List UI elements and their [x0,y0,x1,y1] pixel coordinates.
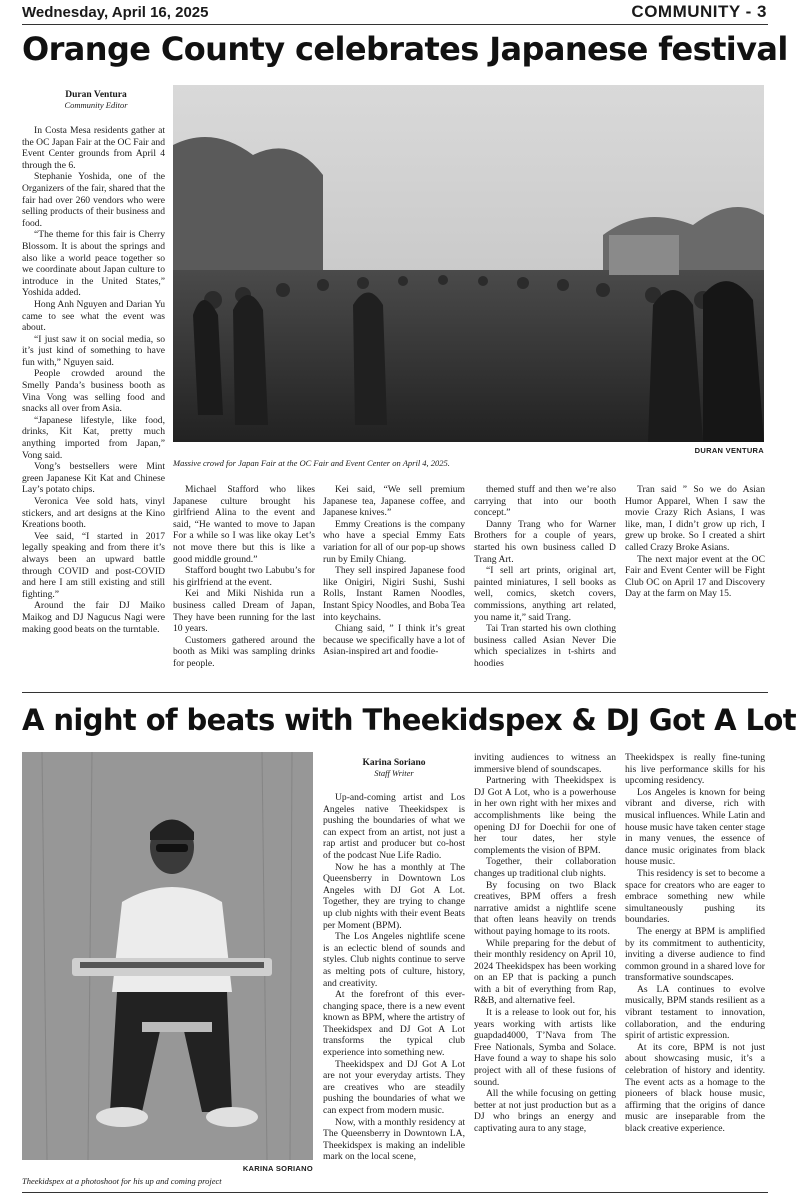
paragraph: Together, their collaboration changes up traditional club nights. [474,856,616,879]
paragraph: All the while focusing on getting better at not just production but as a DJ who brings an energy and captivating aura to any stage, [474,1088,616,1134]
paragraph: “I sell art prints, original art, painted miniatures, I sell books as well, comics, sketch covers, commissions, anything art related, you name it,” said Trang. [474,565,616,623]
footer-rule [22,1192,768,1193]
paragraph: People crowded around the Smelly Panda’s business booth as Vina Vong was selling food and snacks all over from Asia. [22,368,165,415]
story1-column-3 [323,484,465,658]
story1-column-2 [173,484,315,670]
paragraph: Now, with a monthly residency at The Queensberry in Downtown LA, Theekidspex is making an indelible mark on the local scene, [323,1116,465,1163]
story2-column-2 [474,752,616,1135]
paragraph: “I just saw it on social media, so it’s just kind of something to have fun with,” Nguyen said. [22,333,165,368]
story1-caption: Massive crowd for Japan Fair at the OC Fair and Event Center on April 4, 2025. [173,458,450,468]
paragraph: The next major event at the OC Fair and Event Center will be Fight Club OC on April 17 and Discovery Day at the farm on May 15. [625,553,765,600]
paragraph: Customers gathered around the booth as Miki was sampling drinks for people. [173,634,315,669]
paragraph: “The theme for this fair is Cherry Blossom. It is about the springs and also like a world peace together so we coordinate about Japan culture to introduce in the United States,” Yoshida added. [22,229,165,299]
paragraph: Vong’s bestsellers were Mint green Japanese Kit Kat and Chinese Lay’s potato chips. [22,461,165,496]
paragraph: Danny Trang who for Warner Brothers for a couple of years, started his own business called D Trang Art. [474,518,616,565]
paragraph: Chiang said, ” I think it’s great because we specifically have a lot of Asian-inspired art and foodie- [323,623,465,658]
story2-byline [323,758,465,778]
paragraph: At the forefront of this ever-changing space, there is a new event known as BPM, where the artistry of Theekidspex and DJ Got A Lot transforms the typical club experience into something new. [323,989,465,1059]
paragraph: inviting audiences to witness an immersive blend of soundscapes. [474,752,616,775]
story1-headline: Orange County celebrates Japanese festival [22,30,788,68]
paragraph: As LA continues to evolve musically, BPM stands resilient as a vibrant testament to innovation, collaboration, and the enduring spirit of artistic expression. [625,983,765,1042]
paragraph: Vee said, “I started in 2017 legally speaking and from there it’s always been an upward battle through COVID and post-COVID and here I am still existing and still fighting.” [22,530,165,600]
paragraph: The energy at BPM is amplified by its commitment to authenticity, inviting a diverse audience to find common ground in a shared love for transformative soundscapes. [625,925,765,984]
section-label: COMMUNITY - 3 [631,2,767,21]
story2-photo-credit: KARINA SORIANO [242,1164,313,1173]
crowd-photo [173,85,764,442]
paragraph: Stephanie Yoshida, one of the Organizers of the fair, shared that the fair had over 260 vendors who were selling products of their business and food. [22,171,165,229]
paragraph: Los Angeles is known for being vibrant and diverse, rich with musical influences. While Latin and house music have taken center stage in many venues, the essence of dance music originates from black house music. [625,786,765,868]
story1-column-1 [22,125,165,635]
story1-author: Duran Ventura [65,90,127,100]
story2-author: Karina Soriano [362,758,426,768]
paragraph: In Costa Mesa residents gather at the OC Japan Fair at the OC Fair and Event Center grounds from April 4 through the 6. [22,125,165,171]
paragraph: Theekidspex and DJ Got A Lot are not your everyday artists. They are creatives who are steadily pushing the boundaries of what we can expect from modern music. [323,1058,465,1117]
paragraph: Theekidspex is really fine-tuning his live performance skills for his upcoming residency. [625,752,765,787]
paragraph: Stafford bought two Labubu’s for his girlfriend at the event. [173,565,315,588]
story2-caption: Theekidspex at a photoshoot for his up and coming project [22,1176,222,1186]
paragraph: By focusing on two Black creatives, BPM offers a fresh narrative amidst a nightlife scene that often leans heavily on trends without paying homage to its roots. [474,879,616,937]
paragraph: Emmy Creations is the company who have a special Emmy Eats variation for all of our pop-up shows run by Emily Chiang. [323,518,465,565]
paragraph: It is a release to look out for, his years working with artists like guapdad4000, T’Nava from The Free Nationals, Symba and Solace. Have found a way to shape his solo project with all of these fusions of sound. [474,1007,616,1088]
artist-photo [22,752,313,1160]
story1-column-5 [625,484,765,600]
header-rule [22,24,768,25]
paragraph: Michael Stafford who likes Japanese culture brought his girlfriend Alina to the event and said, “He wanted to move to Japan For a while so I was like okay Let’s not move there but this is like a good middle ground.” [173,484,315,565]
paragraph: themed stuff and then we’re also carrying that into our booth concept.” [474,484,616,519]
paragraph: This residency is set to become a space for creators who are eager to embrace something new while simultaneously pushing its boundaries. [625,867,765,926]
story1-photo-credit: DURAN VENTURA [694,446,764,455]
story2-headline: A night of beats with Theekidspex & DJ Got A Lot [22,703,796,737]
story1-byline [32,90,160,110]
paragraph: While preparing for the debut of their monthly residency on April 10, 2024 Theekidspex has been working on an EP that is packing a punch with a bit of everything from Rap, R&B, and alternative feel. [474,937,616,1007]
paragraph: The Los Angeles nightlife scene is an eclectic blend of sounds and styles. Club nights continue to serve as melting pots of culture, history, and creativity. [323,931,465,989]
issue-date: Wednesday, April 16, 2025 [22,4,209,21]
paragraph: They sell inspired Japanese food like Onigiri, Nigiri Sushi, Sushi Rolls, Instant Ramen Noodles, Instant Spicy Noodles, and Boba Tea into keychains. [323,565,465,623]
paragraph: Tai Tran started his own clothing business called Asian Never Die which specializes in t-shirts and hoodies [474,623,616,669]
paragraph: Now he has a monthly at The Queensberry in Downtown Los Angeles with DJ Got A Lot. Together, they are trying to change up club nights with their event Beats per Moment (BPM). [323,861,465,931]
story2-column-1 [323,792,465,1163]
story2-column-3 [625,752,765,1135]
paragraph: Partnering with Theekidspex is DJ Got A Lot, who is a powerhouse in her own right with her mixes and accomplishments like being the opening DJ for Doechii for one of her tour dates, her style complements the vision of BPM. [474,775,616,856]
paragraph: Veronica Vee sold hats, vinyl stickers, and art designs at the Kino Kreations booth. [22,496,165,531]
paragraph: Up-and-coming artist and Los Angeles native Theekidspex is pushing the boundaries of what we can expect from an artist, not just a rap artist and producer but co-host of the podcast Nue Life Radio. [323,792,465,861]
paragraph: Kei and Miki Nishida run a business called Dream of Japan, They have been running for the last 10 years. [173,588,315,635]
story2-author-role: Staff Writer [374,768,414,778]
paragraph: “Japanese lifestyle, like food, drinks, Kit Kat, pretty much anything imported from Japan,” Vong said. [22,414,165,461]
story1-author-role: Community Editor [64,100,128,110]
story-divider [22,692,768,693]
paragraph: Hong Anh Nguyen and Darian Yu came to see what the event was about. [22,298,165,334]
paragraph: At its core, BPM is not just about showcasing music, it’s a celebration of history and identity. The event acts as a homage to the pioneers of black house music, affirming that the origins of dance music are inseparable from the black creative experience. [625,1041,765,1134]
paragraph: Tran said ” So we do Asian Humor Apparel, When I saw the movie Crazy Rich Asians, I was like, man, I didn’t grow up rich, I grew up broke. So I created a shirt called Crazy Broke Asians. [625,484,765,553]
paragraph: Kei said, “We sell premium Japanese tea, Japanese coffee, and Japanese knives.” [323,484,465,519]
paragraph: Around the fair DJ Maiko Maikog and DJ Nagucus Nagi were making good beats on the turntable. [22,600,165,635]
story1-column-4 [474,484,616,670]
